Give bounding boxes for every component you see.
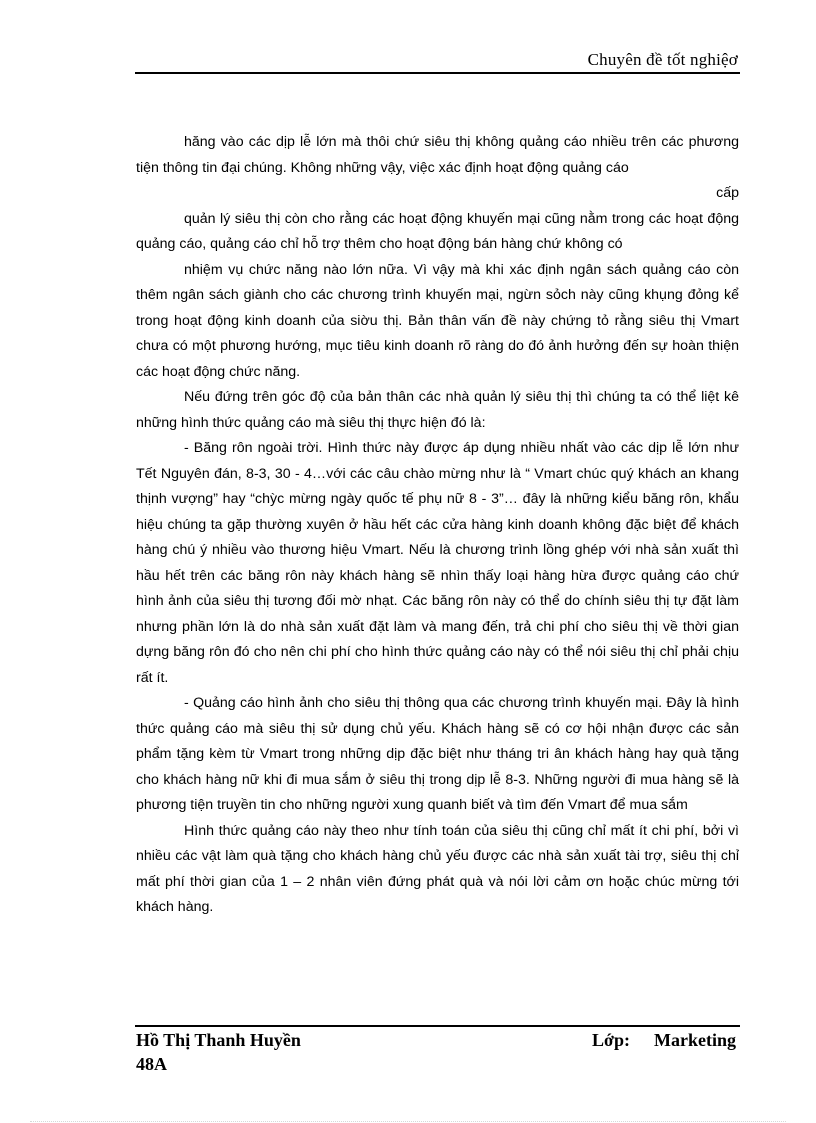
paragraph-2: cấp	[716, 185, 739, 201]
document-body	[136, 130, 739, 921]
paragraph-4: nhiệm vụ chức năng nào lớn nữa. Vì vậy mà khi xác định ngân sách quảng cáo còn thêm ngân sách giành cho các chương trình khuyến mại, ngừn sỏch này cũng khụng đỏng kể trong hoạt động kinh doanh của siờu thị. Bản thân vấn đề này chứng tỏ rằng siêu thị Vmart chưa có một phương hướng, mục tiêu kinh doanh rõ ràng do đó ảnh hưởng đến sự hoàn thiện các hoạt động chức năng.	[136, 261, 739, 380]
paragraph-8: Hình thức quảng cáo này theo như tính toán của siêu thị cũng chỉ mất ít chi phí, bởi vì nhiều các vật làm quà tặng cho khách hàng chủ yếu được các nhà sản xuất tài trợ, siêu thị chỉ mất phí thời gian của 1 – 2 nhân viên đứng phát quà và nói lời cảm ơn hoặc chúc mừng tới khách hàng.	[136, 822, 739, 915]
footer-class-label: Lớp:	[592, 1030, 630, 1050]
paragraph-1: hăng vào các dịp lễ lớn mà thôi chứ siêu thị không quảng cáo nhiều trên các phương tiện thông tin đại chúng. Không những vậy, việc xác định hoạt động quảng cáo	[136, 134, 739, 176]
footer-rule	[135, 1025, 740, 1027]
paragraph-6: - Băng rôn ngoài trời. Hình thức này được áp dụng nhiều nhất vào các dịp lễ lớn như Tết Nguyên đán, 8-3, 30 - 4…với các câu chào mừng như là “ Vmart chúc quý khách an khang thịnh vượng” hay “chỳc mừng ngày quốc tế phụ nữ 8 - 3”… đây là những kiểu băng rôn, khẩu hiệu chúng ta gặp thường xuyên ở hầu hết các cửa hàng kinh doanh không đặc biệt để khách hàng chú ý nhiều vào thương hiệu Vmart. Nếu là chương trình lồng ghép với nhà sản xuất thì hầu hết trên các băng rôn này khách hàng sẽ nhìn thấy loại hàng hừa được quảng cáo chứ hình ảnh của siêu thị tương đối mờ nhạt. Các băng rôn này có thể do chính siêu thị tự đặt làm nhưng phần lớn là do nhà sản xuất đặt làm và mang đến, trả chi phí cho siêu thị về thời gian dựng băng rôn đó cho nên chi phí cho hình thức quảng cáo này có thể nói siêu thị chỉ phải chịu rất ít.	[136, 440, 739, 686]
footer-author-name: Hồ Thị Thanh Huyền	[136, 1030, 301, 1050]
footer-major: Marketing	[654, 1030, 736, 1050]
header-rule	[135, 72, 740, 74]
paragraph-5: Nếu đứng trên góc độ của bản thân các nhà quản lý siêu thị thì chúng ta có thể liệt kê những hình thức quảng cáo mà siêu thị thực hiện đó là:	[136, 389, 739, 431]
paragraph-7: - Quảng cáo hình ảnh cho siêu thị thông qua các chương trình khuyến mại. Đây là hình thức quảng cáo mà siêu thị sử dụng chủ yếu. Khách hàng sẽ có cơ hội nhận được các sản phẩm tặng kèm từ Vmart trong những dịp đặc biệt như tháng tri ân khách hàng hay quà tặng cho khách hàng nữ khi đi mua sắm ở siêu thị trong dịp lễ 8-3. Những người đi mua hàng sẽ là phương tiện truyền tin cho những người xung quanh biết và tìm đến Vmart để mua sắm	[136, 695, 739, 813]
paragraph-3: quản lý siêu thị còn cho rằng các hoạt động khuyến mại cũng nằm trong các hoạt động quảng cáo, quảng cáo chỉ hỗ trợ thêm cho hoạt động bán hàng chứ không có	[136, 210, 739, 252]
footer-class-code: 48A	[136, 1054, 167, 1074]
page-edge-dotted-line	[30, 1121, 786, 1122]
page-header-title: Chuyên đề tốt nghiệơ	[587, 50, 738, 69]
